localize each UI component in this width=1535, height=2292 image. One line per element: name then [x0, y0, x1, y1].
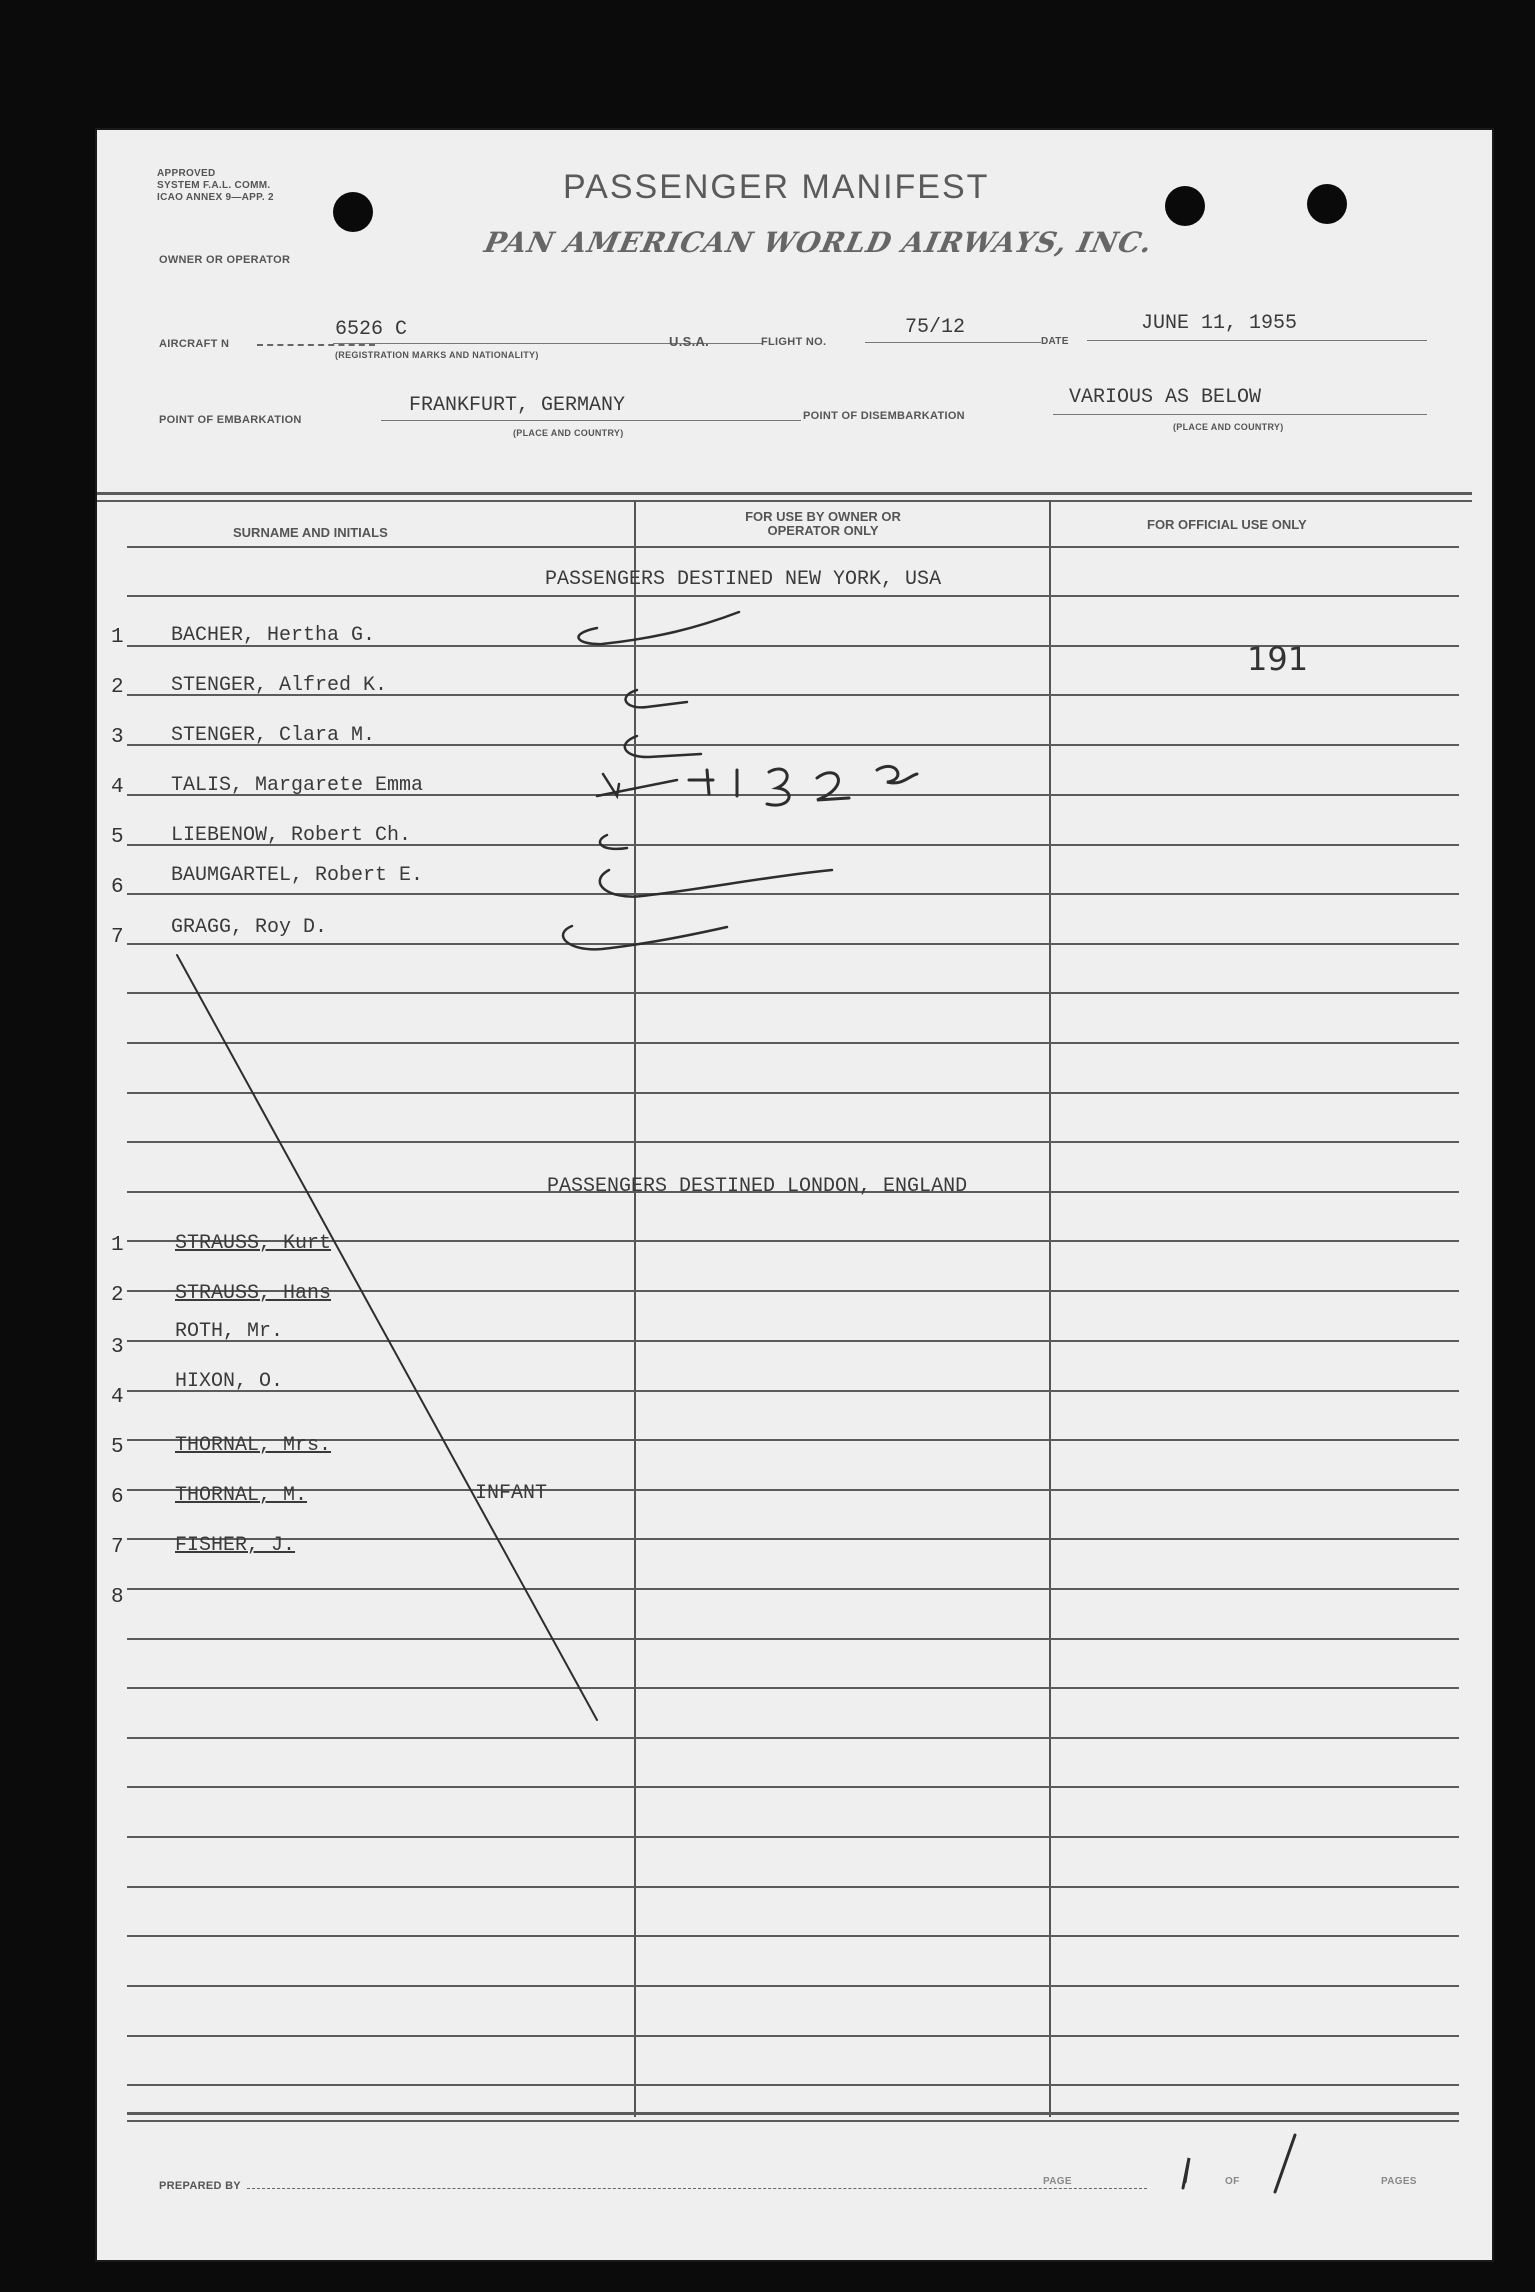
date-value: JUNE 11, 1955	[1141, 312, 1298, 335]
passenger-number: 5	[111, 826, 124, 849]
manifest-sheet	[97, 130, 1492, 2260]
passenger-number: 3	[111, 726, 124, 749]
check-mark	[626, 690, 687, 707]
passenger-number: 7	[111, 926, 124, 949]
col-header-official: FOR OFFICIAL USE ONLY	[1147, 517, 1307, 532]
owner-label: OWNER OR OPERATOR	[159, 254, 291, 266]
handwriting-overlay	[97, 130, 1492, 2260]
passenger-name: THORNAL, M.	[175, 1484, 308, 1507]
page-value	[1175, 2152, 1194, 2187]
passenger-name: BACHER, Hertha G.	[171, 624, 376, 647]
disembark-value: VARIOUS AS BELOW	[1069, 386, 1262, 409]
passenger-name: FISHER, J.	[175, 1534, 296, 1557]
date-label: DATE	[1041, 336, 1069, 347]
passenger-number: 2	[111, 1284, 124, 1307]
passenger-number: 1	[111, 1234, 124, 1257]
passenger-name: THORNAL, Mrs.	[175, 1434, 332, 1457]
passenger-number: 3	[111, 1336, 124, 1359]
passenger-number: 2	[111, 676, 124, 699]
approval-line: SYSTEM F.A.L. COMM.	[157, 180, 271, 191]
passenger-name: BAUMGARTEL, Robert E.	[171, 864, 424, 887]
aircraft-label: AIRCRAFT N	[159, 338, 230, 350]
group-heading-new-york: PASSENGERS DESTINED NEW YORK, USA	[545, 568, 942, 591]
diagonal-strike	[177, 955, 597, 1720]
prepared-line	[247, 2188, 1147, 2189]
registration-caption: (REGISTRATION MARKS AND NATIONALITY)	[335, 350, 539, 360]
check-mark	[600, 835, 627, 849]
pages-value	[1277, 2140, 1296, 2175]
usa-label: U.S.A.	[669, 334, 710, 349]
check-mark	[563, 926, 727, 949]
passenger-number: 6	[111, 1486, 124, 1509]
passenger-name: GRAGG, Roy D.	[171, 916, 328, 939]
check-mark	[600, 870, 832, 897]
passenger-note: INFANT	[475, 1482, 548, 1505]
embark-label: POINT OF EMBARKATION	[159, 414, 302, 426]
approval-line: APPROVED	[157, 168, 216, 179]
passenger-number: 8	[111, 1586, 124, 1609]
col-header-owner: FOR USE BY OWNER OR OPERATOR ONLY	[745, 509, 901, 538]
passenger-number: 5	[111, 1436, 124, 1459]
page-label: PAGE	[1043, 2176, 1072, 2187]
passenger-number: 1	[111, 626, 124, 649]
passenger-number: 4	[111, 776, 124, 799]
passenger-name: ROTH, Mr.	[175, 1320, 284, 1343]
group-heading-london: PASSENGERS DESTINED LONDON, ENGLAND	[547, 1175, 968, 1198]
passenger-name: STENGER, Alfred K.	[171, 674, 388, 697]
place-caption: (PLACE AND COUNTRY)	[1173, 422, 1284, 432]
col-header-surname: SURNAME AND INITIALS	[233, 525, 388, 540]
prepared-label: PREPARED BY	[159, 2180, 241, 2192]
approval-line: ICAO ANNEX 9—APP. 2	[157, 192, 274, 203]
passenger-name: STRAUSS, Kurt	[175, 1232, 332, 1255]
passenger-number: 7	[111, 1536, 124, 1559]
passenger-name: LIEBENOW, Robert Ch.	[171, 824, 412, 847]
check-mark	[625, 736, 701, 757]
flight-value: 75/12	[905, 316, 966, 339]
official-number: 191	[1247, 640, 1309, 678]
pages-label: PAGES	[1381, 2176, 1417, 2187]
passenger-number: 4	[111, 1386, 124, 1409]
passenger-number: 6	[111, 876, 124, 899]
airline-name: PAN AMERICAN WORLD AIRWAYS, INC.	[481, 226, 1156, 259]
handwritten-code	[689, 766, 917, 805]
aircraft-value: 6526 C	[335, 318, 408, 341]
passenger-name: STENGER, Clara M.	[171, 724, 376, 747]
passenger-name: STRAUSS, Hans	[175, 1282, 332, 1305]
flight-label: FLIGHT NO.	[761, 336, 827, 348]
passenger-name: TALIS, Margarete Emma	[171, 774, 424, 797]
disembark-label: POINT OF DISEMBARKATION	[803, 410, 965, 422]
passenger-name: HIXON, O.	[175, 1370, 284, 1393]
page-title: PASSENGER MANIFEST	[563, 168, 990, 206]
check-mark	[578, 612, 739, 644]
place-caption: (PLACE AND COUNTRY)	[513, 428, 624, 438]
of-label: OF	[1225, 2176, 1240, 2187]
embark-value: FRANKFURT, GERMANY	[409, 394, 626, 417]
